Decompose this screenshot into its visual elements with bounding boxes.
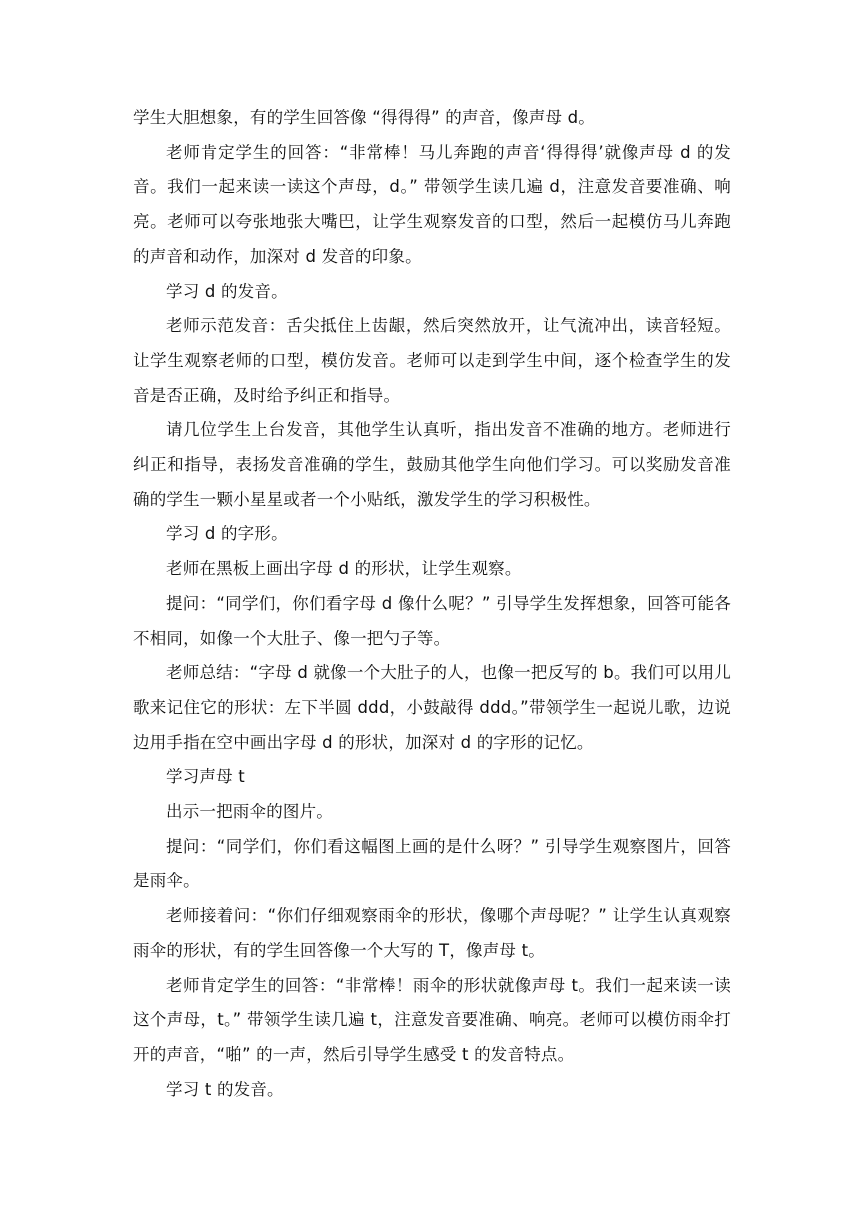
paragraph: 老师肯定学生的回答：“非常棒！马儿奔跑的声音‘得得得’就像声母 d 的发音。我们一起来读一读这个声母，d。” 带领学生读几遍 d，注意发音要准确、响亮。老师可以夸张地张大嘴巴，让学生观察发音的口型，然后一起模仿马儿奔跑的声音和动作，加深对 d 发音的印象。 bbox=[133, 142, 731, 266]
paragraph: 老师示范发音：舌尖抵住上齿龈，然后突然放开，让气流冲出，读音轻短。让学生观察老师的口型，模仿发音。老师可以走到学生中间，逐个检查学生的发音是否正确，及时给予纠正和指导。 bbox=[133, 316, 731, 405]
paragraph: 请几位学生上台发音，其他学生认真听，指出发音不准确的地方。老师进行纠正和指导，表扬发音准确的学生，鼓励其他学生向他们学习。可以奖励发音准确的学生一颗小星星或者一个小贴纸，激发学生的学习积极性。 bbox=[133, 420, 731, 509]
section-heading: 学习 t 的发音。 bbox=[166, 1079, 284, 1099]
paragraph: 老师总结：“字母 d 就像一个大肚子的人，也像一把反写的 b。我们可以用儿歌来记住它的形状：左下半圆 ddd，小鼓敲得 ddd。”带领学生一起说儿歌，边说边用手指在空中画出字母 d 的形状，加深对 d 的字形的记忆。 bbox=[133, 663, 731, 752]
paragraph: 老师肯定学生的回答：“非常棒！雨伞的形状就像声母 t。我们一起来读一读这个声母，t。” 带领学生读几遍 t，注意发音要准确、响亮。老师可以模仿雨伞打开的声音，“啪” 的一声，然后引导学生感受 t 的发音特点。 bbox=[133, 975, 731, 1064]
section-heading: 学习 d 的字形。 bbox=[166, 524, 288, 544]
paragraph: 提问：“同学们，你们看这幅图上画的是什么呀？” 引导学生观察图片，回答是雨伞。 bbox=[133, 836, 731, 891]
paragraph: 出示一把雨伞的图片。 bbox=[166, 802, 333, 822]
paragraph: 老师接着问：“你们仔细观察雨伞的形状，像哪个声母呢？” 让学生认真观察雨伞的形状，有的学生回答像一个大写的 T，像声母 t。 bbox=[133, 906, 731, 960]
section-heading: 学习 d 的发音。 bbox=[166, 281, 288, 301]
document-body bbox=[133, 101, 731, 1107]
paragraph: 老师在黑板上画出字母 d 的形状，让学生观察。 bbox=[166, 559, 522, 579]
section-heading: 学习声母 t bbox=[166, 767, 245, 787]
paragraph: 提问：“同学们，你们看字母 d 像什么呢？” 引导学生发挥想象，回答可能各不相同，如像一个大肚子、像一把勺子等。 bbox=[133, 593, 731, 648]
paragraph-continuation: 学生大胆想象，有的学生回答像 “得得得” 的声音，像声母 d。 bbox=[133, 108, 596, 127]
